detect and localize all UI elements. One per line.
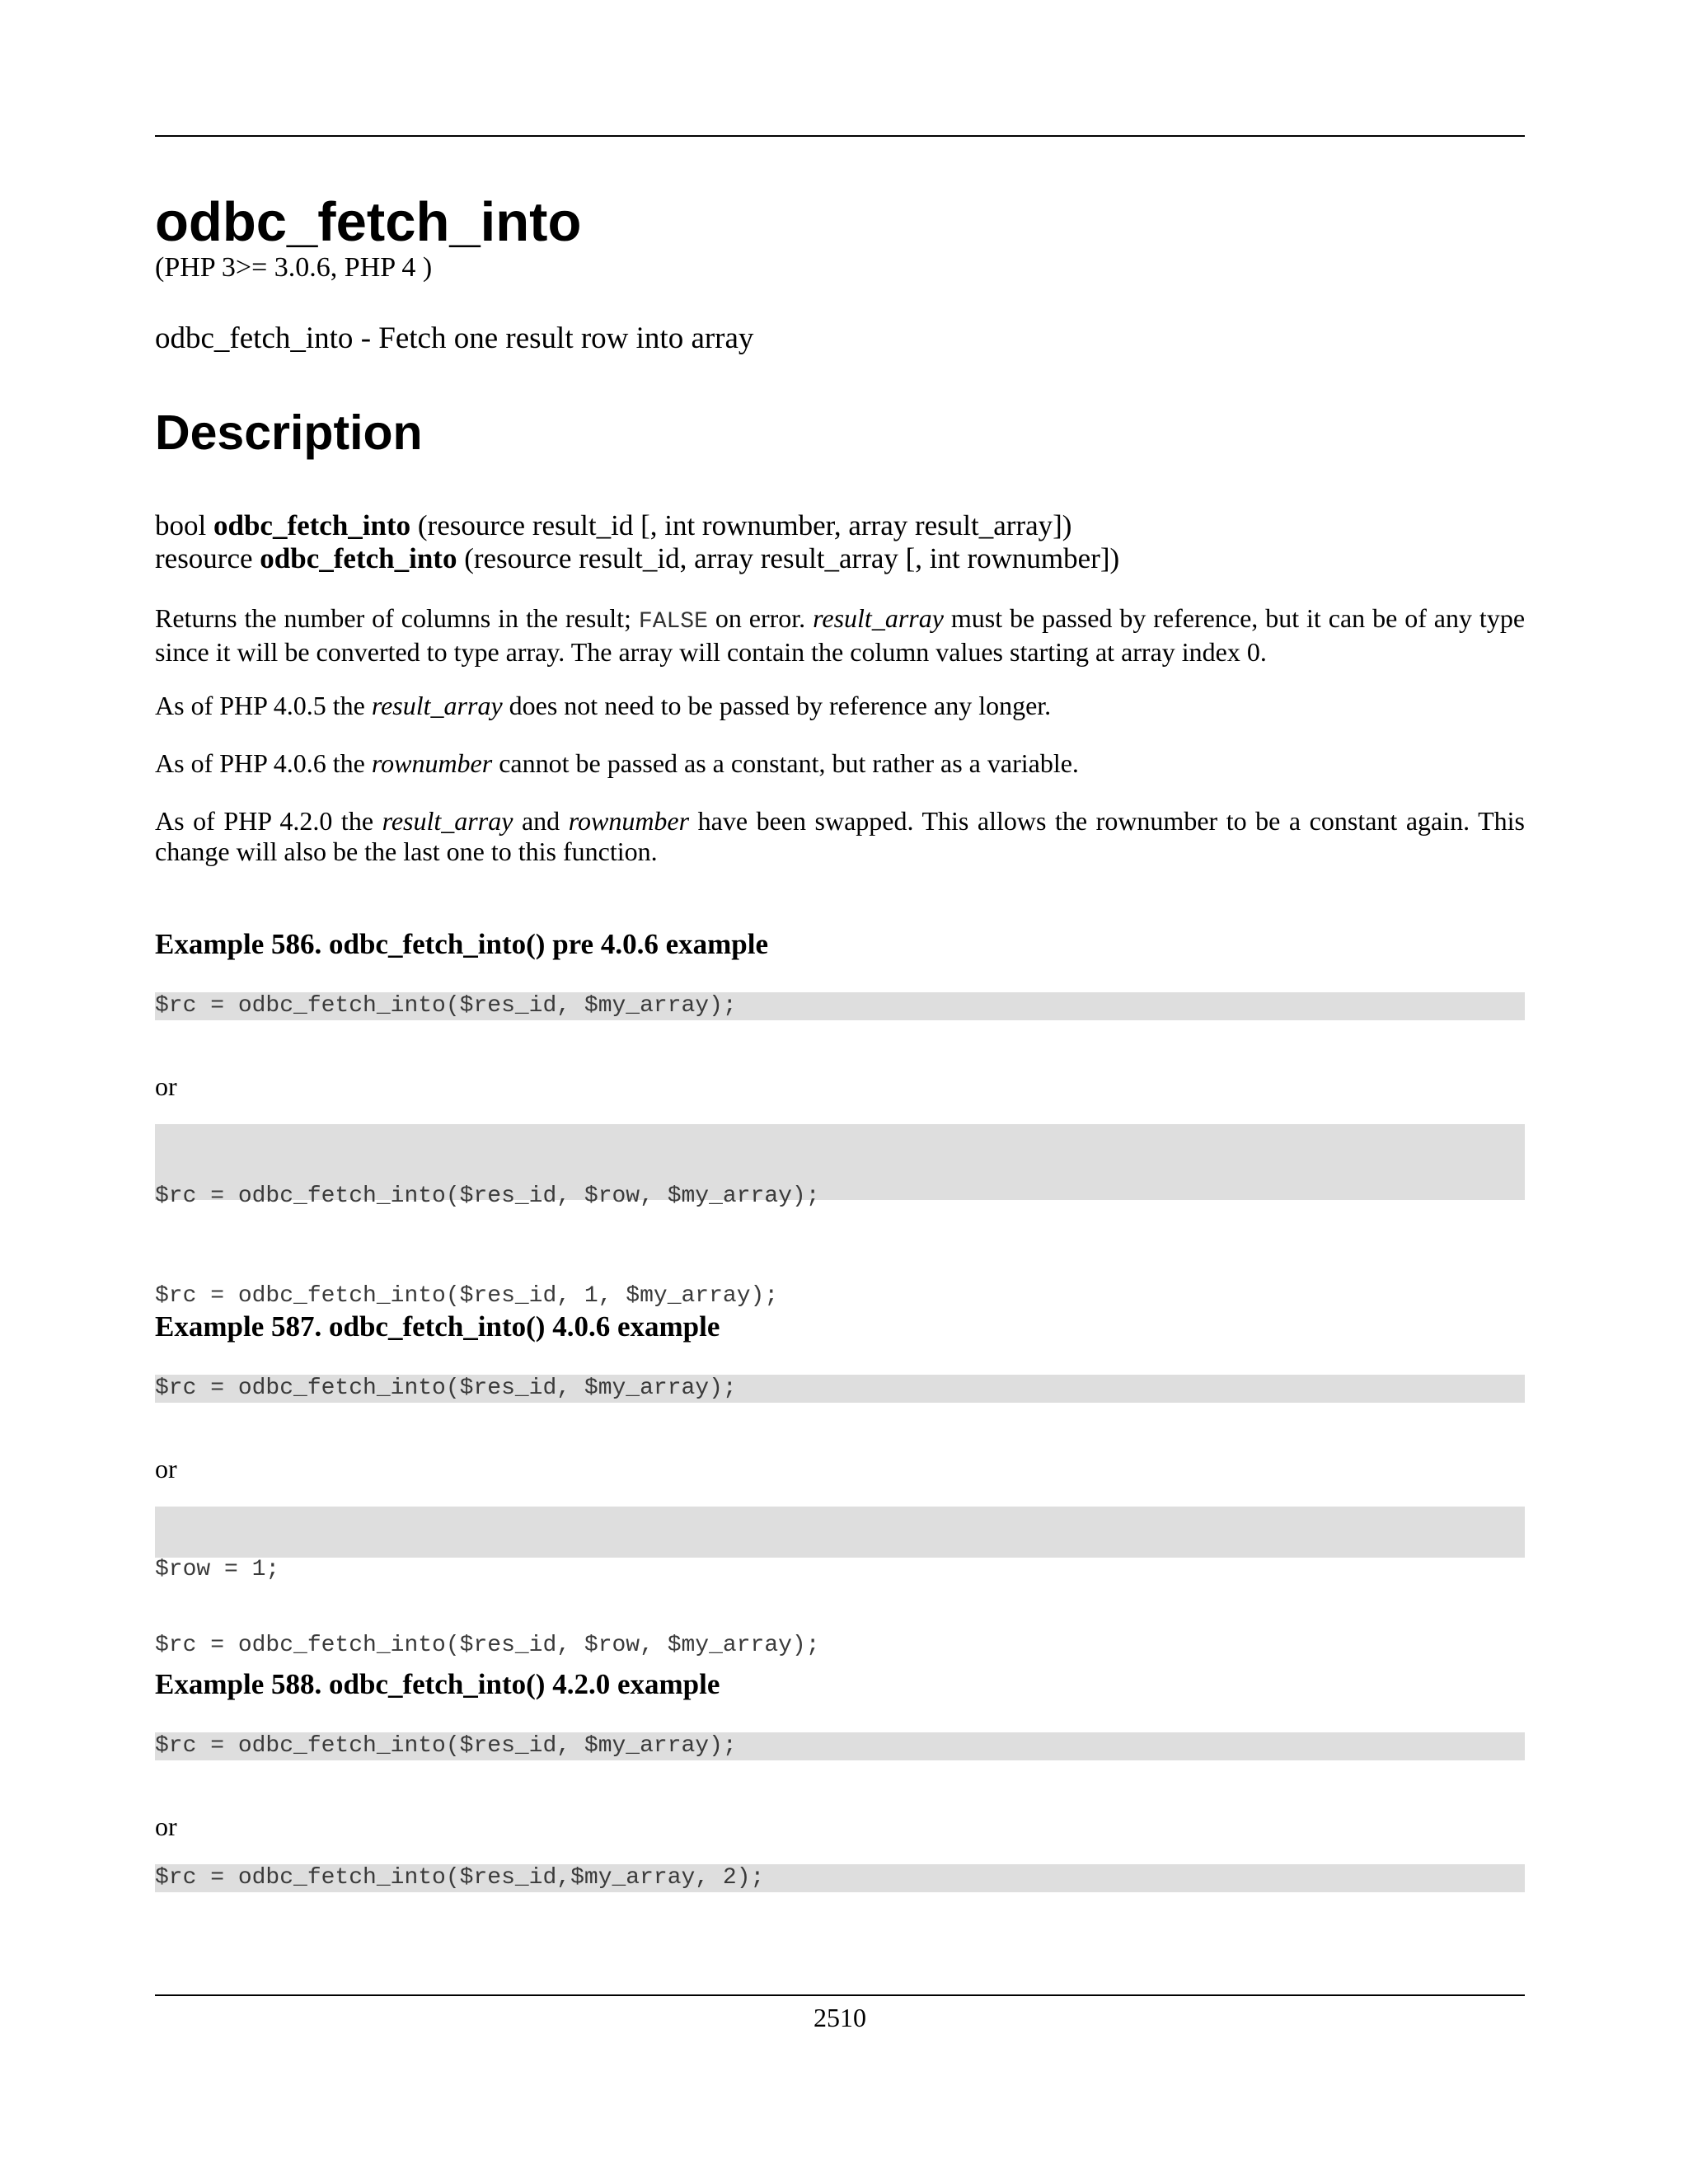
example-587-or: or [155, 1454, 177, 1483]
example-587-title: Example 587. odbc_fetch_into() 4.0.6 example [155, 1310, 720, 1343]
paragraph-returns: Returns the number of columns in the result; FALSE on error. result_array must be passed by reference, but it can be of any type since it will be converted to type array. The array will contain the column values starting at array index 0. [155, 603, 1526, 667]
description-heading: Description [155, 405, 423, 460]
paragraph-405: As of PHP 4.0.5 the result_array does not need to be passed by reference any longer. [155, 691, 1052, 720]
function-name: odbc_fetch_into [260, 542, 457, 574]
return-type: resource [155, 542, 253, 574]
refdash: - [353, 321, 379, 355]
page-number: 2510 [814, 2003, 866, 2032]
code-line: $rc = odbc_fetch_into($res_id, $row, $my_array); [155, 1183, 820, 1209]
function-params: (resource result_id [, int rownumber, array result_array]) [417, 509, 1072, 541]
param-rownumber: rownumber [568, 806, 690, 836]
function-name: odbc_fetch_into [213, 509, 411, 541]
synopsis-line-2 [155, 542, 1525, 575]
example-588-or: or [155, 1811, 177, 1841]
example-587-code-1: $rc = odbc_fetch_into($res_id, $my_array); [155, 1375, 1525, 1403]
param-result-array: result_array [813, 603, 944, 633]
version-info: (PHP 3>= 3.0.6, PHP 4 ) [155, 252, 433, 283]
param-rownumber: rownumber [371, 748, 493, 778]
example-588-title: Example 588. odbc_fetch_into() 4.2.0 example [155, 1668, 720, 1700]
return-type: bool [155, 509, 207, 541]
function-params: (resource result_id, array result_array [, int rownumber]) [464, 542, 1120, 574]
example-586-title: Example 586. odbc_fetch_into() pre 4.0.6 example [155, 928, 769, 960]
param-result-array: result_array [382, 806, 513, 836]
paragraph-406: As of PHP 4.0.6 the rownumber cannot be passed as a constant, but rather as a variable. [155, 748, 1079, 778]
synopsis [155, 509, 1525, 575]
param-result-array: result_array [371, 691, 503, 720]
example-586-code-2 [155, 1124, 1525, 1309]
code-line: $row = 1; [155, 1557, 280, 1582]
example-586-or: or [155, 1071, 177, 1101]
page-title: odbc_fetch_into [155, 191, 582, 253]
example-587-code-2 [155, 1507, 1525, 1658]
top-rule [155, 135, 1525, 137]
refpurpose [155, 323, 1525, 354]
code-line: $rc = odbc_fetch_into($res_id, $row, $my_array); [155, 1633, 820, 1658]
example-586-code-1: $rc = odbc_fetch_into($res_id, $my_array); [155, 992, 1525, 1020]
code-line: $rc = odbc_fetch_into($res_id, 1, $my_array); [155, 1283, 779, 1309]
purpose: Fetch one result row into array [378, 321, 754, 355]
refname: odbc_fetch_into [155, 321, 354, 355]
synopsis-line-1 [155, 509, 1525, 542]
false-constant: FALSE [638, 609, 708, 635]
bottom-rule [155, 1994, 1525, 1996]
example-588-code-2: $rc = odbc_fetch_into($res_id,$my_array, 2); [155, 1864, 1525, 1892]
example-588-code-1: $rc = odbc_fetch_into($res_id, $my_array); [155, 1732, 1525, 1760]
paragraph-420: As of PHP 4.2.0 the result_array and rownumber have been swapped. This allows the rownumber to be a constant again. This change will also be the last one to this function. [155, 806, 1526, 866]
